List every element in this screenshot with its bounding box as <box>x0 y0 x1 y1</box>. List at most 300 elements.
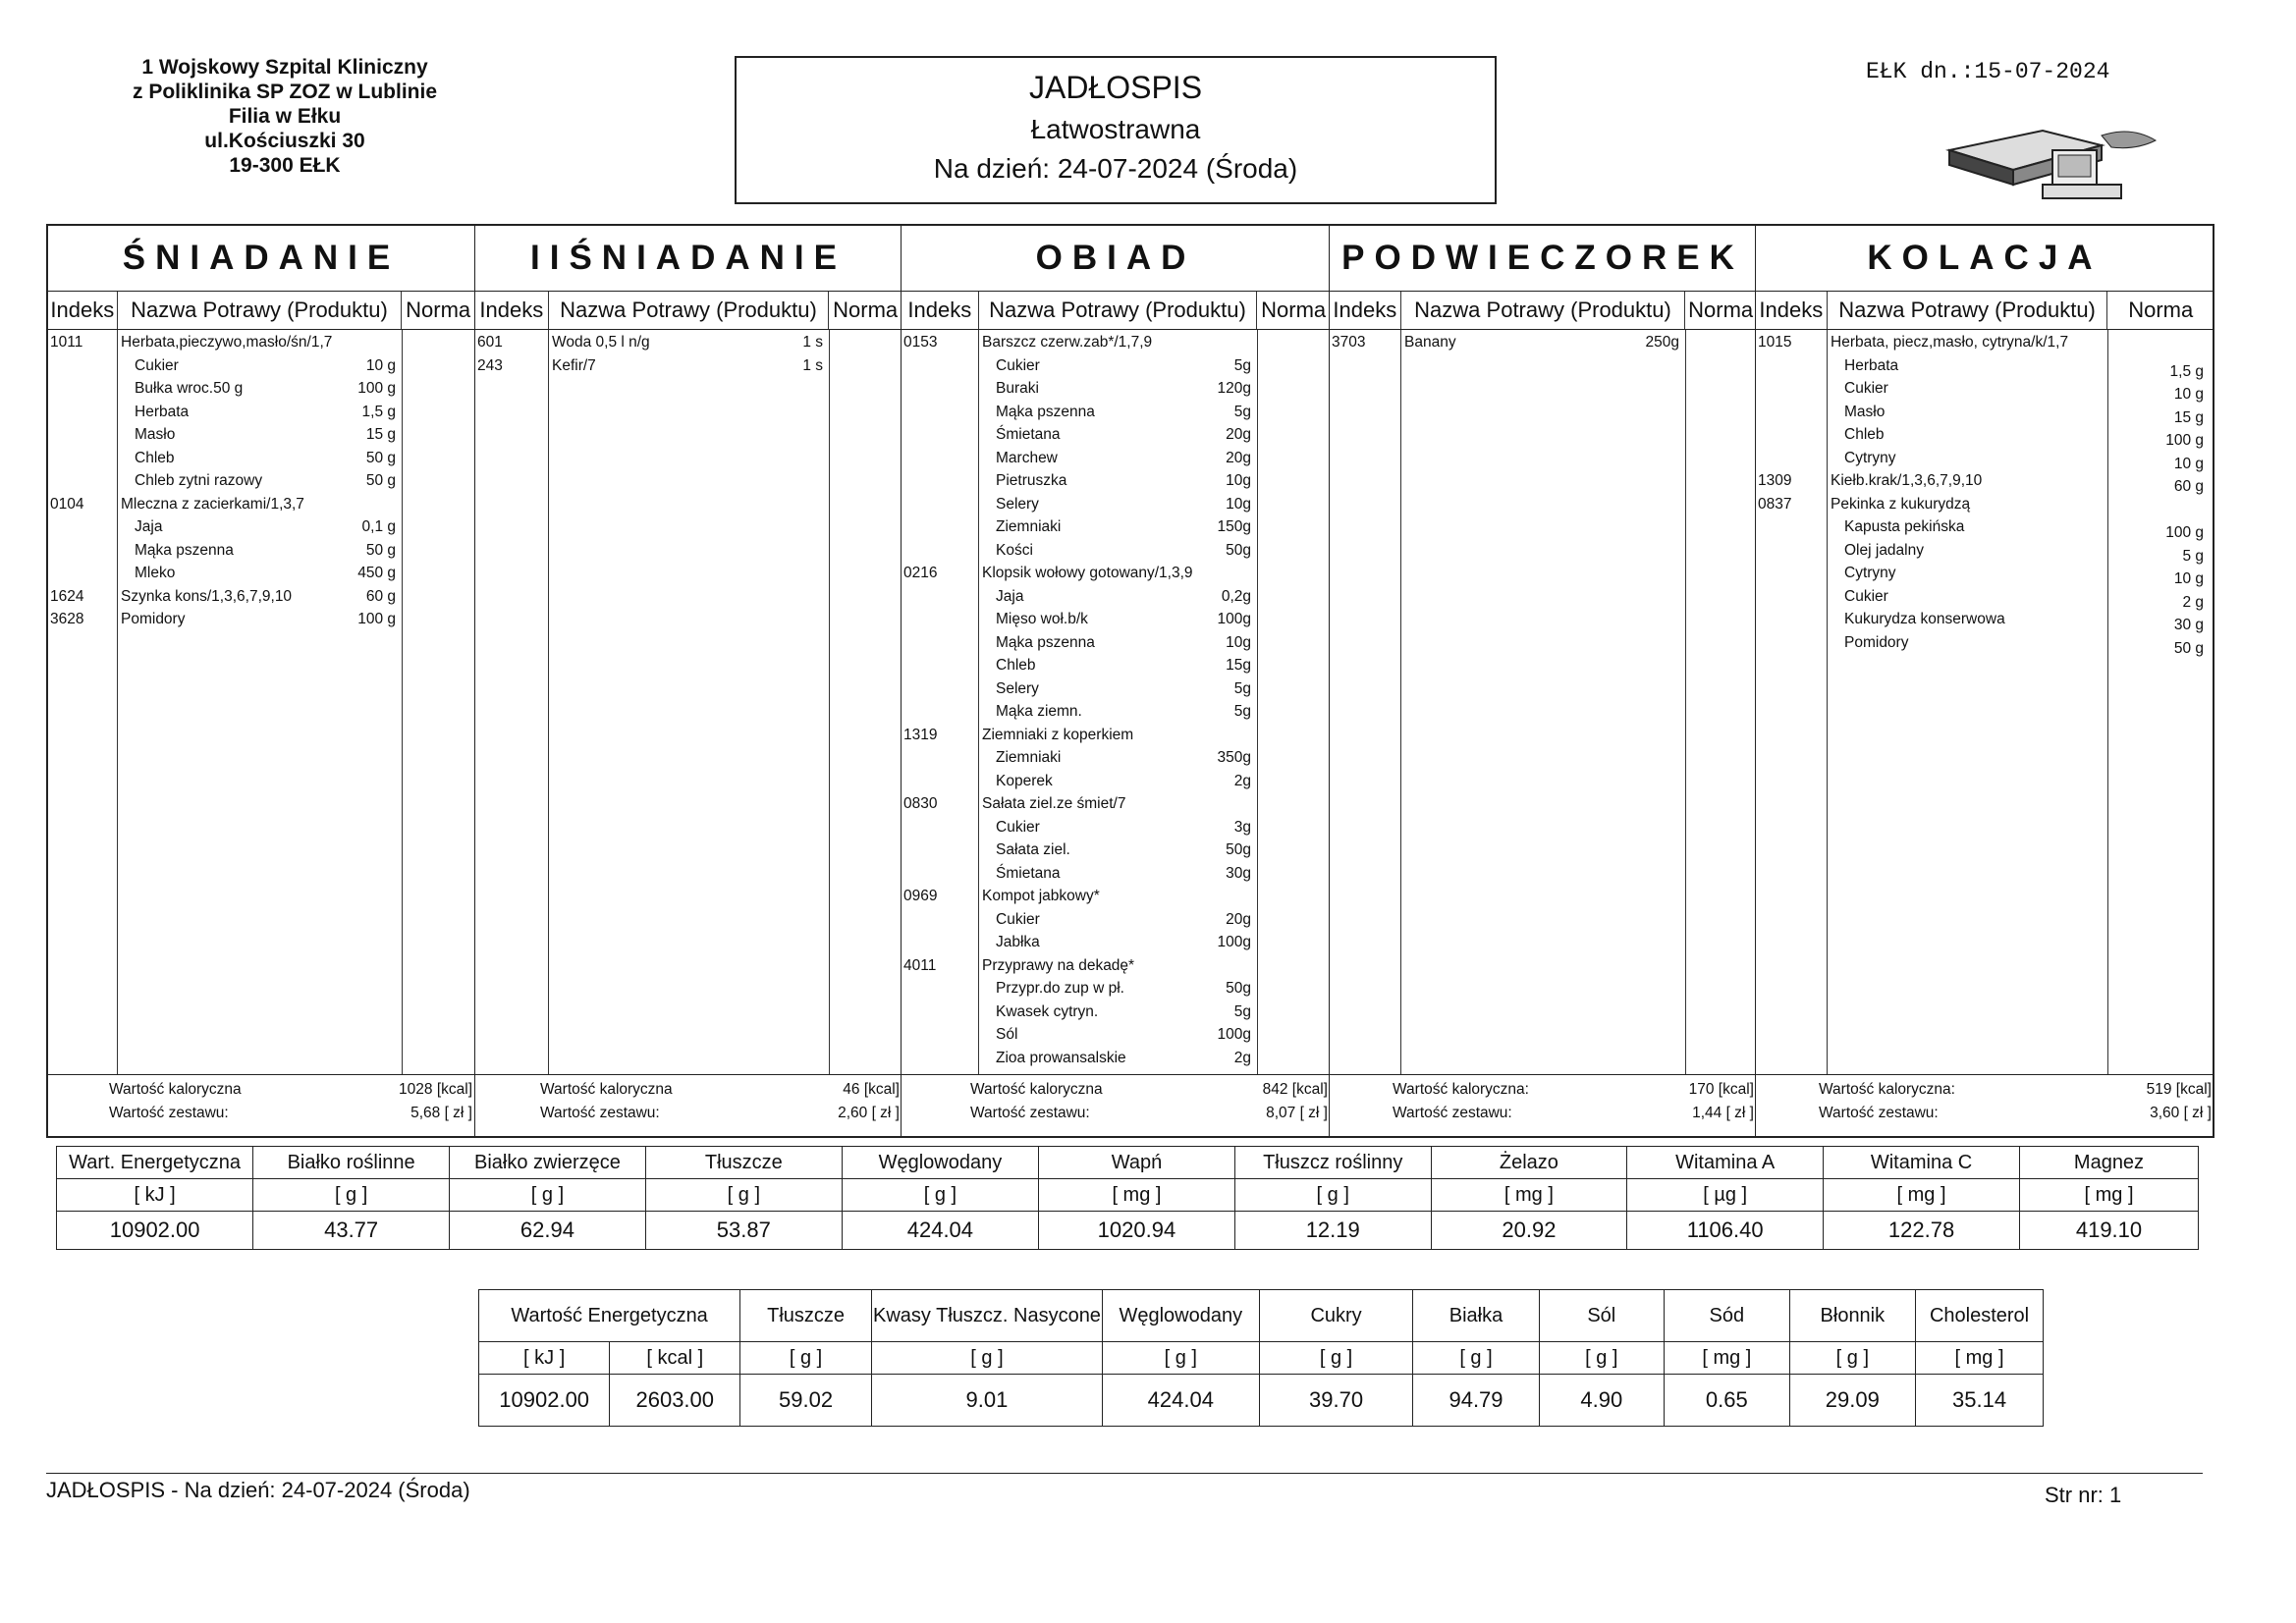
ingredient-name: Sól <box>996 1026 1018 1043</box>
calorie-value: 1028 [kcal] <box>399 1081 472 1098</box>
nutrition-value: 94.79 <box>1413 1375 1539 1427</box>
dish-name: Klopsik wołowy gotowany/1,3,9 <box>982 565 1193 581</box>
ingredient-name: Masło <box>135 426 176 443</box>
cost-label: Wartość zestawu: <box>1819 1105 1939 1121</box>
subheader-norm: Norma <box>1256 292 1330 329</box>
ingredient-name: Jabłka <box>996 934 1040 950</box>
item-norm: 1,5 g <box>2169 362 2204 380</box>
item-norm: 20g <box>1226 449 1251 466</box>
nutrition-unit: [ g ] <box>1234 1179 1431 1212</box>
item-norm: 50 g <box>365 449 396 466</box>
ingredient-name: Cukier <box>1844 380 1888 397</box>
menu-item-row <box>902 585 1330 609</box>
menu-item-row <box>902 724 1330 747</box>
ingredient-name: Cukier <box>996 356 1040 374</box>
item-norm: 100 g <box>357 380 396 397</box>
nutrition-unit: [ mg ] <box>1431 1179 1627 1212</box>
subheader-idx: Indeks <box>907 298 972 322</box>
menu-item-row <box>48 515 474 539</box>
meal-heading: KOLACJA <box>1756 226 2214 292</box>
ingredient-name: Olej jadalny <box>1844 541 1924 559</box>
item-norm: 10 g <box>365 356 396 374</box>
meal-items <box>1756 330 2214 1075</box>
menu-item-row <box>48 493 474 516</box>
item-index: 243 <box>477 356 503 374</box>
nutrition-header: Białko zwierzęce <box>450 1147 646 1179</box>
nutrition-row <box>57 1212 2199 1250</box>
item-norm: 10g <box>1226 472 1251 489</box>
ingredient-name: Chleb <box>135 449 175 466</box>
nutrition-unit: [ g ] <box>253 1179 450 1212</box>
menu-item-row <box>902 746 1330 770</box>
nutrition-unit: [ mg ] <box>2019 1179 2198 1212</box>
menu-item-row <box>902 954 1330 978</box>
item-norm: 10 g <box>2173 570 2204 587</box>
nutrition-value: 424.04 <box>842 1212 1038 1250</box>
menu-item-row <box>1756 401 2214 424</box>
menu-item-row <box>902 631 1330 655</box>
meal-items <box>1330 330 1756 1075</box>
menu-item-row <box>902 515 1330 539</box>
title-box <box>735 56 1497 204</box>
menu-item-row <box>1756 608 2214 631</box>
subheader-norm: Norma <box>2106 292 2214 329</box>
nutrition-header: Cholesterol <box>1916 1290 2044 1342</box>
nutrition-header: Wapń <box>1039 1147 1235 1179</box>
nutrition-unit: [ kcal ] <box>610 1342 740 1375</box>
item-norm: 50g <box>1226 841 1251 858</box>
menu-item-row <box>48 585 474 609</box>
ingredient-name: Zioa prowansalskie <box>996 1049 1126 1066</box>
nutrition-row <box>479 1342 2044 1375</box>
item-norm: 0,2g <box>1221 587 1251 605</box>
menu-item-row <box>475 354 902 378</box>
dish-name: Ziemniaki z koperkiem <box>982 726 1134 743</box>
menu-item-row <box>902 770 1330 793</box>
item-norm: 5g <box>1233 403 1251 420</box>
nutrition-unit: [ g ] <box>1413 1342 1539 1375</box>
ingredient-name: Cukier <box>996 818 1040 836</box>
calorie-label: Wartość kaloryczna <box>109 1081 242 1098</box>
calorie-label: Wartość kaloryczna <box>970 1081 1103 1098</box>
ingredient-name: Ziemniaki <box>996 749 1062 766</box>
nutrition-unit: [ mg ] <box>1039 1179 1235 1212</box>
item-norm: 15g <box>1226 657 1251 674</box>
column-subheader <box>475 292 902 330</box>
meal-summary <box>48 1075 474 1134</box>
menu-item-row <box>902 977 1330 1001</box>
book-computer-icon <box>1944 106 2170 204</box>
dish-name: Banany <box>1404 334 1456 351</box>
meal-heading: PODWIECZOREK <box>1330 226 1756 292</box>
cost-value: 2,60 [ zł ] <box>838 1105 900 1121</box>
item-norm: 100g <box>1217 1026 1251 1043</box>
dish-name: Kiełb.krak/1,3,6,7,9,10 <box>1831 472 1983 489</box>
ingredient-name: Marchew <box>996 449 1058 466</box>
column-subheader <box>1756 292 2214 330</box>
nutrition-value: 35.14 <box>1916 1375 2044 1427</box>
item-index: 0969 <box>903 888 938 904</box>
menu-item-row <box>1756 631 2214 655</box>
ingredient-name: Selery <box>996 495 1039 513</box>
nutrition-value: 0.65 <box>1665 1375 1790 1427</box>
menu-date: Na dzień: 24-07-2024 (Środa) <box>933 153 1298 184</box>
item-index: 1319 <box>903 726 938 743</box>
menu-item-row <box>1756 469 2214 493</box>
item-norm: 5g <box>1233 356 1251 374</box>
item-norm: 100g <box>1217 611 1251 627</box>
calorie-label: Wartość kaloryczna: <box>1393 1081 1529 1098</box>
nutrition-unit: [ µg ] <box>1627 1179 1824 1212</box>
ingredient-name: Pietruszka <box>996 472 1067 489</box>
ingredient-name: Cukier <box>996 910 1040 928</box>
item-norm: 15 g <box>365 426 396 443</box>
menu-item-row <box>902 608 1330 631</box>
menu-item-row <box>48 354 474 378</box>
nutrition-value: 2603.00 <box>610 1375 740 1427</box>
menu-item-row <box>1756 447 2214 470</box>
subheader-name: Nazwa Potrawy (Produktu) <box>978 292 1257 329</box>
calorie-value: 842 [kcal] <box>1262 1081 1328 1098</box>
item-index: 1011 <box>50 334 83 351</box>
meal-items <box>902 330 1330 1075</box>
nutrition-header: Węglowodany <box>1102 1290 1259 1342</box>
meal-summary <box>902 1075 1330 1134</box>
item-index: 1015 <box>1758 334 1792 351</box>
meal-column-obiad <box>901 226 1330 1136</box>
nutrition-value: 29.09 <box>1789 1375 1915 1427</box>
ingredient-name: Kapusta pekińska <box>1844 518 1965 535</box>
nutrition-value: 53.87 <box>645 1212 842 1250</box>
nutrition-unit: [ g ] <box>740 1342 872 1375</box>
meal-items <box>475 330 902 1075</box>
nutrition-detail-table <box>478 1289 2044 1427</box>
subheader-idx: Indeks <box>1333 298 1397 322</box>
nutrition-unit: [ g ] <box>842 1179 1038 1212</box>
dish-name: Mleczna z zacierkami/1,3,7 <box>121 495 304 513</box>
item-norm: 20g <box>1226 426 1251 443</box>
nutrition-unit: [ g ] <box>450 1179 646 1212</box>
item-norm: 10 g <box>2173 386 2204 403</box>
column-divider <box>1400 330 1401 1074</box>
nutrition-row <box>479 1375 2044 1427</box>
nutrition-value: 10902.00 <box>57 1212 253 1250</box>
nutrition-unit: [ mg ] <box>1824 1179 2020 1212</box>
subheader-idx: Indeks <box>50 298 115 322</box>
nutrition-header: Sód <box>1665 1290 1790 1342</box>
item-index: 0104 <box>50 495 84 513</box>
item-norm: 15 g <box>2173 408 2204 426</box>
nutrition-unit: [ kJ ] <box>479 1342 610 1375</box>
menu-item-row <box>48 469 474 493</box>
dish-name: Pomidory <box>121 611 186 627</box>
ingredient-name: Mąka pszenna <box>996 403 1095 420</box>
item-norm: 50 g <box>365 541 396 559</box>
ingredient-name: Cukier <box>135 356 179 374</box>
item-index: 0153 <box>903 334 938 351</box>
item-norm: 350g <box>1217 749 1251 766</box>
nutrition-header: Błonnik <box>1789 1290 1915 1342</box>
column-subheader <box>902 292 1330 330</box>
item-norm: 2g <box>1233 772 1251 789</box>
nutrition-unit: [ g ] <box>1259 1342 1413 1375</box>
nutrition-row <box>57 1147 2199 1179</box>
item-index: 601 <box>477 334 503 351</box>
ingredient-name: Kukurydza konserwowa <box>1844 611 2005 627</box>
menu-table <box>46 224 2214 1138</box>
hospital-line: 1 Wojskowy Szpital Kliniczny <box>141 56 428 79</box>
menu-item-row <box>475 331 902 354</box>
item-index: 1624 <box>50 587 84 605</box>
item-norm: 30 g <box>2173 617 2204 633</box>
nutrition-value: 43.77 <box>253 1212 450 1250</box>
nutrition-value: 39.70 <box>1259 1375 1413 1427</box>
ingredient-name: Masło <box>1844 403 1886 420</box>
subheader-idx: Indeks <box>1759 298 1824 322</box>
dish-name: Herbata,pieczywo,masło/śn/1,7 <box>121 334 333 351</box>
ingredient-name: Jaja <box>996 587 1024 605</box>
nutrition-header: Cukry <box>1259 1290 1413 1342</box>
menu-item-row <box>1756 493 2214 516</box>
item-norm: 250g <box>1645 334 1679 351</box>
nutrition-value: 1020.94 <box>1039 1212 1235 1250</box>
ingredient-name: Kwasek cytryn. <box>996 1002 1099 1020</box>
menu-item-row <box>902 562 1330 585</box>
item-norm: 2 g <box>2182 593 2204 611</box>
calorie-label: Wartość kaloryczna <box>540 1081 673 1098</box>
meal-summary <box>1756 1075 2214 1134</box>
cost-label: Wartość zestawu: <box>540 1105 660 1121</box>
ingredient-name: Cytryny <box>1844 449 1896 466</box>
menu-item-row <box>1756 585 2214 609</box>
ingredient-name: Mięso woł.b/k <box>996 611 1088 627</box>
nutrition-value: 59.02 <box>740 1375 872 1427</box>
nutrition-value: 62.94 <box>450 1212 646 1250</box>
ingredient-name: Jaja <box>135 518 163 535</box>
menu-item-row <box>902 423 1330 447</box>
cost-value: 3,60 [ zł ] <box>2150 1105 2212 1121</box>
item-norm: 10 g <box>2173 455 2204 472</box>
item-index: 3628 <box>50 611 84 627</box>
ingredient-name: Mąka ziemn. <box>996 703 1082 720</box>
ingredient-name: Chleb <box>996 657 1036 674</box>
calorie-value: 170 [kcal] <box>1688 1081 1754 1098</box>
item-norm: 450 g <box>357 565 396 581</box>
item-norm: 5g <box>1233 679 1251 697</box>
item-norm: 1 s <box>802 356 823 374</box>
nutrition-unit: [ g ] <box>1789 1342 1915 1375</box>
item-norm: 50 g <box>365 472 396 489</box>
menu-item-row <box>1756 377 2214 401</box>
dish-name: Kefir/7 <box>552 356 596 374</box>
nutrition-value: 122.78 <box>1824 1212 2020 1250</box>
footer-title: JADŁOSPIS - Na dzień: 24-07-2024 (Środa) <box>46 1478 470 1502</box>
hospital-line: ul.Kościuszki 30 <box>204 130 365 152</box>
menu-item-row <box>902 469 1330 493</box>
ingredient-name: Herbata <box>1844 356 1899 374</box>
nutrition-value: 20.92 <box>1431 1212 1627 1250</box>
nutrition-header: Węglowodany <box>842 1147 1038 1179</box>
item-norm: 1 s <box>802 334 823 351</box>
item-norm: 50g <box>1226 980 1251 997</box>
nutrition-value: 9.01 <box>871 1375 1102 1427</box>
item-index: 4011 <box>903 956 937 974</box>
dish-name: Pekinka z kukurydzą <box>1831 495 1971 513</box>
menu-item-row <box>48 539 474 563</box>
item-norm: 120g <box>1217 380 1251 397</box>
nutrition-value: 12.19 <box>1234 1212 1431 1250</box>
nutrition-header: Magnez <box>2019 1147 2198 1179</box>
diet-name: Łatwostrawna <box>1030 114 1201 144</box>
item-norm: 5g <box>1233 703 1251 720</box>
ingredient-name: Koperek <box>996 772 1053 789</box>
ingredient-name: Śmietana <box>996 426 1061 443</box>
menu-item-row <box>902 493 1330 516</box>
subheader-idx: Indeks <box>479 298 544 322</box>
menu-item-row <box>902 1023 1330 1047</box>
item-norm: 60 g <box>365 587 396 605</box>
menu-item-row <box>1756 423 2214 447</box>
nutrition-value: 4.90 <box>1539 1375 1665 1427</box>
nutrition-header: Tłuszcze <box>645 1147 842 1179</box>
ingredient-name: Kości <box>996 541 1033 559</box>
item-norm: 2g <box>1233 1049 1251 1066</box>
menu-item-row <box>48 331 474 354</box>
nutrition-header: Żelazo <box>1431 1147 1627 1179</box>
menu-item-row <box>902 677 1330 701</box>
menu-item-row <box>902 816 1330 839</box>
cost-label: Wartość zestawu: <box>1393 1105 1512 1121</box>
item-norm: 0,1 g <box>361 518 396 535</box>
menu-item-row <box>902 1001 1330 1024</box>
dish-name: Przyprawy na dekadę* <box>982 956 1135 974</box>
cost-label: Wartość zestawu: <box>109 1105 229 1121</box>
ingredient-name: Cukier <box>1844 587 1888 605</box>
nutrition-header: Tłuszcz roślinny <box>1234 1147 1431 1179</box>
document-title: JADŁOSPIS <box>1028 70 1203 105</box>
nutrition-header: Witamina A <box>1627 1147 1824 1179</box>
ingredient-name: Ziemniaki <box>996 518 1062 535</box>
column-divider <box>548 330 549 1074</box>
meal-column-kolacja <box>1755 226 2214 1136</box>
menu-item-row <box>48 447 474 470</box>
subheader-norm: Norma <box>1684 292 1756 329</box>
item-norm: 100g <box>1217 934 1251 950</box>
nutrition-header: Białko roślinne <box>253 1147 450 1179</box>
item-norm: 10g <box>1226 495 1251 513</box>
subheader-name: Nazwa Potrawy (Produktu) <box>1400 292 1685 329</box>
calorie-value: 46 [kcal] <box>843 1081 900 1098</box>
menu-item-row <box>1756 354 2214 378</box>
nutrition-header: Wart. Energetyczna <box>57 1147 253 1179</box>
menu-item-row <box>902 401 1330 424</box>
ingredient-name: Przypr.do zup w pł. <box>996 980 1124 997</box>
hospital-line: 19-300 EŁK <box>229 154 341 177</box>
item-norm: 30g <box>1226 864 1251 882</box>
menu-item-row <box>48 608 474 631</box>
menu-item-row <box>48 423 474 447</box>
menu-item-row <box>902 839 1330 862</box>
nutrition-unit: [ mg ] <box>1665 1342 1790 1375</box>
footer-divider <box>46 1473 2203 1474</box>
nutrition-unit: [ g ] <box>645 1179 842 1212</box>
subheader-name: Nazwa Potrawy (Produktu) <box>548 292 829 329</box>
item-norm: 100 g <box>357 611 396 627</box>
nutrition-value: 424.04 <box>1102 1375 1259 1427</box>
dish-name: Barszcz czerw.zab*/1,7,9 <box>982 334 1153 351</box>
meal-items <box>48 330 474 1075</box>
subheader-name: Nazwa Potrawy (Produktu) <box>117 292 402 329</box>
calorie-label: Wartość kaloryczna: <box>1819 1081 1955 1098</box>
menu-item-row <box>48 377 474 401</box>
menu-item-row <box>902 792 1330 816</box>
nutrition-unit: [ mg ] <box>1916 1342 2044 1375</box>
menu-item-row <box>902 447 1330 470</box>
nutrition-header: Kwasy Tłuszcz. Nasycone <box>871 1290 1102 1342</box>
ingredient-name: Mąka pszenna <box>996 633 1095 651</box>
item-norm: 5 g <box>2182 547 2204 565</box>
item-norm: 50g <box>1226 541 1251 559</box>
nutrition-header: Białka <box>1413 1290 1539 1342</box>
menu-item-row <box>902 539 1330 563</box>
nutrition-row <box>57 1179 2199 1212</box>
ingredient-name: Selery <box>996 679 1039 697</box>
menu-item-row <box>1756 539 2214 563</box>
item-norm: 1,5 g <box>361 403 396 420</box>
meal-column-podwieczorek <box>1329 226 1756 1136</box>
meal-summary <box>1330 1075 1756 1134</box>
ingredient-name: Sałata ziel. <box>996 841 1070 858</box>
subheader-norm: Norma <box>828 292 902 329</box>
nutrition-summary-table <box>56 1146 2199 1250</box>
item-norm: 60 g <box>2173 478 2204 495</box>
ingredient-name: Chleb zytni razowy <box>135 472 263 489</box>
menu-item-row <box>48 401 474 424</box>
ingredient-name: Buraki <box>996 380 1039 397</box>
meal-heading: IIŚNIADANIE <box>475 226 902 292</box>
meal-column-drugie-sniadanie <box>474 226 902 1136</box>
dish-name: Szynka kons/1,3,6,7,9,10 <box>121 587 293 605</box>
menu-item-row <box>902 331 1330 354</box>
hospital-address <box>98 55 471 178</box>
ingredient-name: Mąka pszenna <box>135 541 234 559</box>
item-norm: 10g <box>1226 633 1251 651</box>
item-norm: 150g <box>1217 518 1251 535</box>
item-index: 1309 <box>1758 472 1792 489</box>
menu-item-row <box>1756 515 2214 539</box>
nutrition-row <box>479 1290 2044 1342</box>
menu-item-row <box>48 562 474 585</box>
hospital-line: z Poliklinika SP ZOZ w Lublinie <box>133 81 437 103</box>
hospital-line: Filia w Ełku <box>228 105 342 128</box>
cost-label: Wartość zestawu: <box>970 1105 1090 1121</box>
menu-item-row <box>902 1047 1330 1070</box>
column-divider <box>829 330 830 1074</box>
item-index: 0830 <box>903 795 938 812</box>
ingredient-name: Bułka wroc.50 g <box>135 380 244 397</box>
menu-item-row <box>1330 331 1756 354</box>
nutrition-unit: [ g ] <box>1539 1342 1665 1375</box>
ingredient-name: Herbata <box>135 403 190 420</box>
menu-item-row <box>902 700 1330 724</box>
dish-name: Herbata, piecz,masło, cytryna/k/1,7 <box>1831 334 2069 351</box>
column-subheader <box>48 292 474 330</box>
dish-name: Woda 0,5 l n/g <box>552 334 650 351</box>
item-index: 0837 <box>1758 495 1792 513</box>
item-index: 3703 <box>1332 334 1366 351</box>
menu-item-row <box>902 908 1330 932</box>
nutrition-unit: [ g ] <box>1102 1342 1259 1375</box>
